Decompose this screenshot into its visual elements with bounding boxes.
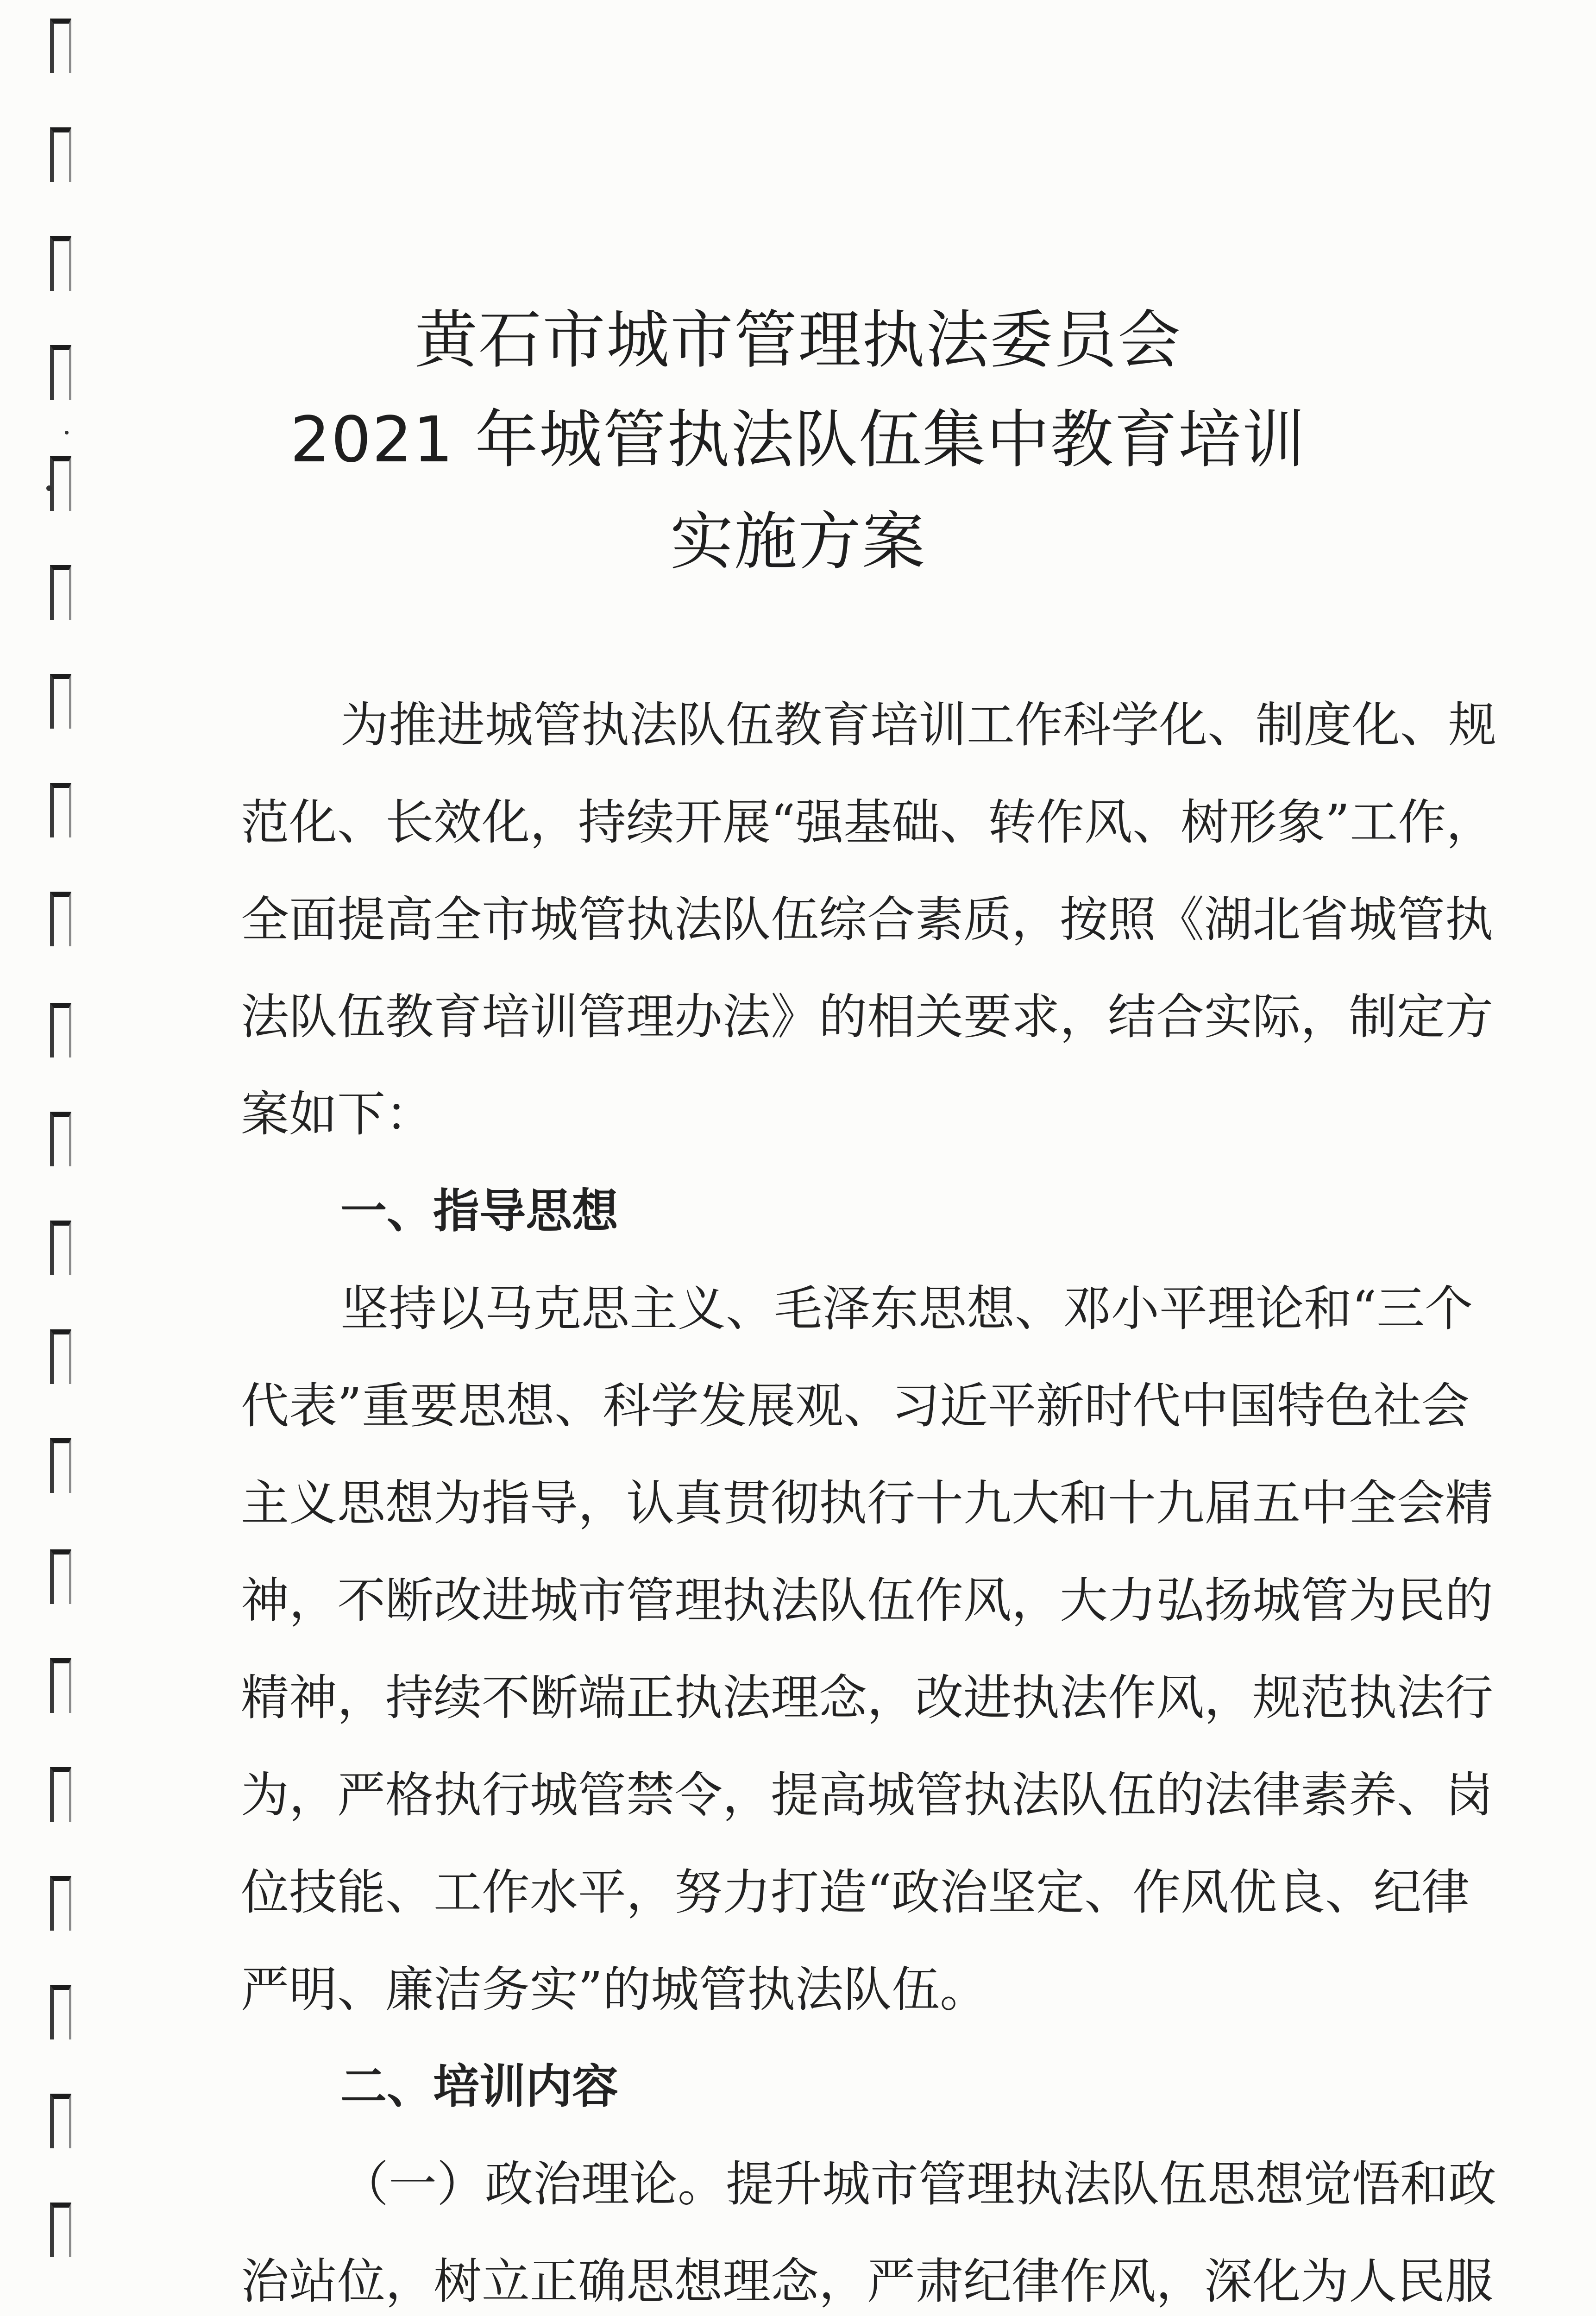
intro-line: 为推进城管执法队伍教育培训工作科学化、制度化、规 [340, 697, 1497, 753]
binding-hole-mark [50, 127, 71, 182]
intro-line: 案如下： [241, 1086, 434, 1142]
intro-line: 法队伍教育培训管理办法》的相关要求，结合实际，制定方 [241, 988, 1494, 1045]
binding-hole-mark [50, 1329, 71, 1384]
body-line: 坚持以马克思主义、毛泽东思想、邓小平理论和“三个 [340, 1280, 1473, 1337]
body-line: 代表”重要思想、科学发展观、习近平新时代中国特色社会 [241, 1378, 1470, 1434]
binding-hole-mark [50, 2203, 71, 2257]
binding-hole-mark [50, 1985, 71, 2039]
guiding-ideology-paragraph [241, 1260, 1494, 2038]
binding-hole-mark [50, 1221, 71, 1275]
section-heading-training-content: 二、培训内容 [340, 2059, 618, 2114]
scan-speck [46, 485, 52, 491]
section-heading-guiding-ideology: 一、指导思想 [340, 1184, 618, 1238]
intro-line: 全面提高全市城管执法队伍综合素质，按照《湖北省城管执 [241, 891, 1494, 948]
document-title-line-1: 黄石市城市管理执法委员会 [415, 304, 1181, 377]
binding-hole-mark [50, 1112, 71, 1166]
binding-hole-mark [50, 892, 71, 946]
binding-hole-mark [50, 236, 71, 291]
body-line: 治站位，树立正确思想理念，严肃纪律作风，深化为人民服 [241, 2253, 1494, 2310]
binding-hole-mark [50, 1003, 71, 1057]
binding-hole-mark [50, 1438, 71, 1493]
document-title-line-3: 实施方案 [670, 505, 926, 579]
body-line: 为，严格执行城管禁令，提高城管执法队伍的法律素养、岗 [241, 1767, 1494, 1823]
binding-hole-mark [50, 1876, 71, 1931]
binding-hole-mark [50, 1658, 71, 1713]
binding-hole-mark [50, 674, 71, 729]
body-line: 神，不断改进城市管理执法队伍作风，大力弘扬城管为民的 [241, 1572, 1494, 1629]
intro-paragraph [241, 676, 1497, 1163]
body-line: （一）政治理论。提升城市管理执法队伍思想觉悟和政 [340, 2156, 1497, 2212]
binding-hole-mark [50, 19, 71, 73]
binding-hole-mark [50, 1549, 71, 1604]
intro-line: 范化、长效化，持续开展“强基础、转作风、树形象”工作， [241, 794, 1495, 850]
binding-hole-mark [50, 783, 71, 837]
document-body [241, 676, 1497, 2316]
binding-hole-mark [50, 2094, 71, 2148]
training-content-paragraph [241, 2135, 1497, 2316]
body-line: 严明、廉洁务实”的城管执法队伍。 [241, 1961, 988, 2018]
document-title-line-2: 2021 年城管执法队伍集中教育培训 [290, 403, 1306, 477]
body-line: 位技能、工作水平，努力打造“政治坚定、作风优良、纪律 [241, 1864, 1470, 1920]
binding-hole-mark [50, 1767, 71, 1822]
body-line: 精神，持续不断端正执法理念，改进执法作风，规范执法行 [241, 1669, 1494, 1726]
body-line: 主义思想为指导，认真贯彻执行十九大和十九届五中全会精 [241, 1475, 1494, 1531]
